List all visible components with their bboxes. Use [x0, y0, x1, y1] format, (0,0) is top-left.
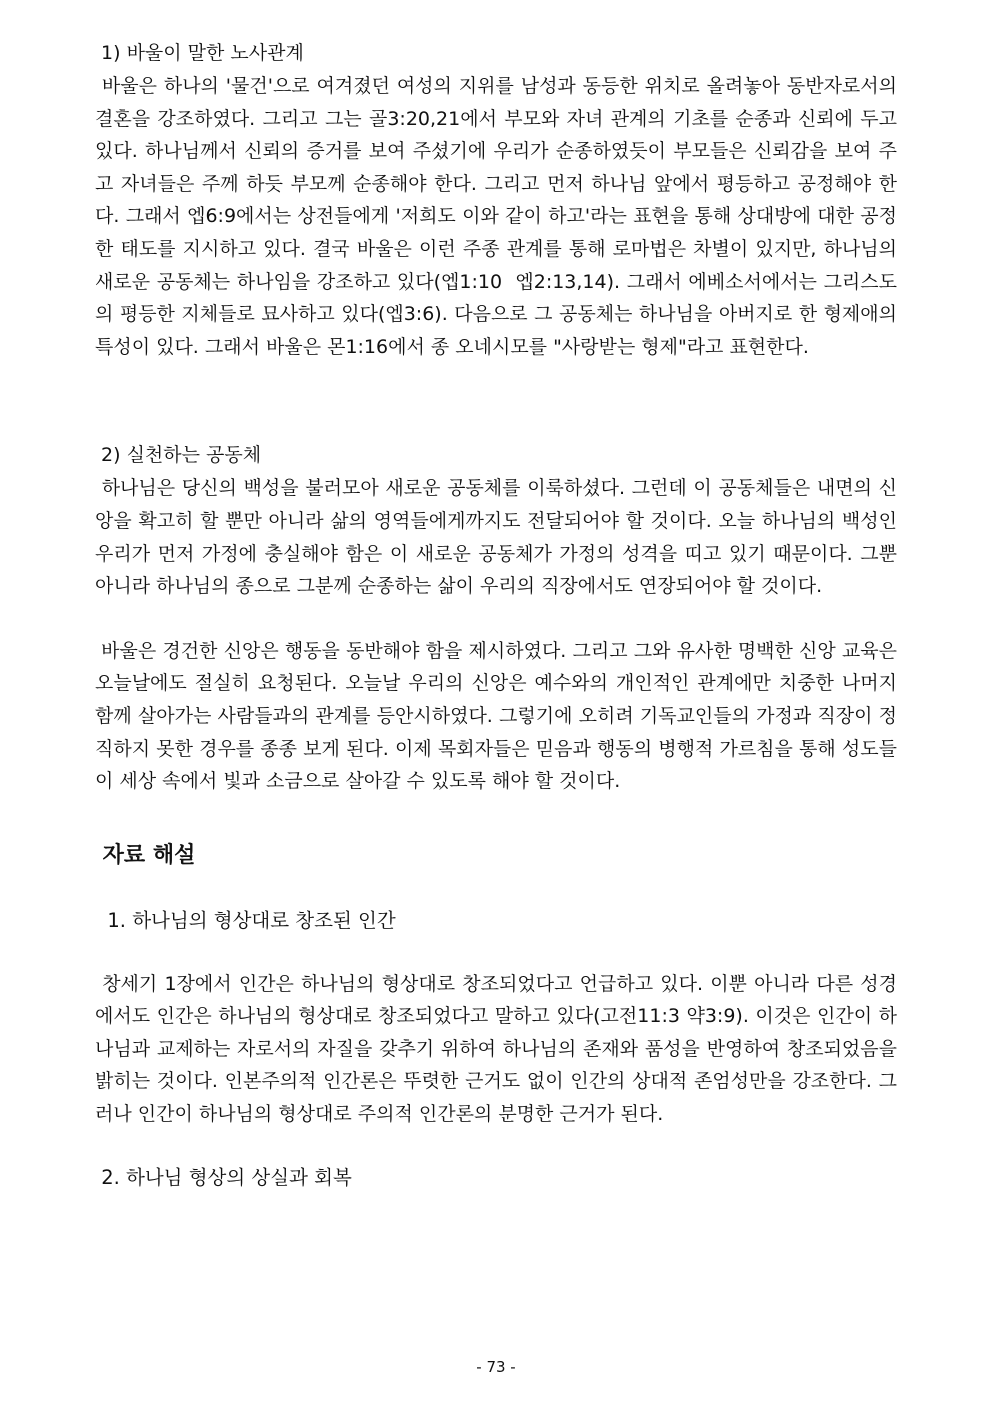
- commentary-paragraph-1: 창세기 1장에서 인간은 하나님의 형상대로 창조되었다고 언급하고 있다. 이뿐 아니라 다른 성경에서도 인간은 하나님의 형상대로 창조되었다고 말하고 있다(고전11:3 약3:9). 이것은 인간이 하나님과 교제하는 자로서의 자질을 갖추기 위하여 하나님의 존재와 품성을 반영하여 창조되었음을 밝히는 것이다. 인본주의적 인간론은 뚜렷한 근거도 없이 인간의 상대적 존엄성만을 강조한다. 그러나 인간이 하나님의 형상대로 주의적 인간론의 분명한 근거가 된다.: [95, 972, 904, 1126]
- paragraph-labor-relations: 바울은 하나의 '물건'으로 여겨졌던 여성의 지위를 남성과 동등한 위치로 올려놓아 동반자로서의 결혼을 강조하였다. 그리고 그는 골3:20,21에서 부모와 자녀 관계의 기초를 순종과 신뢰에 두고 있다. 하나님께서 신뢰의 증거를 보여 주셨기에 우리가 순종하였듯이 부모들은 신뢰감을 보여 주고 자녀들은 주께 하듯 부모께 순종해야 한다. 그리고 먼저 하나님 앞에서 평등하고 공정해야 한다. 그래서 엡6:9에서는 상전들에게 '저희도 이와 같이 하고'라는 표현을 통해 상대방에 대한 공정한 태도를 지시하고 있다. 결국 바울은 이런 주종 관계를 통해 로마법은 차별이 있지만, 하나님의 새로운 공동체는 하나임을 강조하고 있다(엡1:10 엡2:13,14). 그래서 에베소서에서는 그리스도의 평등한 지체들로 묘사하고 있다(엡3:6). 다음으로 그 공동체는 하나님을 아버지로 한 형제애의 특성이 있다. 그래서 바울은 몬1:16에서 종 오네시모를 "사랑받는 형제"라고 표현한다.: [95, 75, 904, 358]
- section-heading-labor-relations: 1) 바울이 말한 노사관계: [95, 42, 304, 64]
- commentary-title: 자료 해설: [95, 842, 196, 868]
- commentary-heading-2: 2. 하나님 형상의 상실과 회복: [95, 1165, 352, 1189]
- page-number: - 73 -: [476, 1358, 516, 1376]
- paragraph-practicing-community-2: 바울은 경건한 신앙은 행동을 동반해야 함을 제시하였다. 그리고 그와 유사한 명백한 신앙 교육은 오늘날에도 절실히 요청된다. 오늘날 우리의 신앙은 예수와의 개인적인 관계에만 치중한 나머지 함께 살아가는 사람들과의 관계를 등안시하였다. 그렇기에 오히려 기독교인들의 가정과 직장이 정직하지 못한 경우를 종종 보게 된다. 이제 목회자들은 믿음과 행동의 병행적 가르침을 통해 성도들이 세상 속에서 빛과 소금으로 살아갈 수 있도록 해야 할 것이다.: [95, 639, 904, 793]
- commentary-heading-1: 1. 하나님의 형상대로 창조된 인간: [95, 908, 396, 932]
- spacer: [95, 603, 897, 635]
- section-heading-practicing-community: 2) 실천하는 공동체: [95, 444, 262, 467]
- document-page: [95, 36, 904, 1195]
- spacer: [95, 1131, 897, 1161]
- spacer: [95, 363, 897, 438]
- spacer: [95, 876, 897, 904]
- spacer: [95, 938, 897, 968]
- paragraph-practicing-community-1: 하나님은 당신의 백성을 불러모아 새로운 공동체를 이룩하셨다. 그런데 이 공동체들은 내면의 신앙을 확고히 할 뿐만 아니라 삶의 영역들에게까지도 전달되어야 할 것이다. 오늘 하나님의 백성인 우리가 먼저 가정에 충실해야 함은 이 새로운 공동체가 가정의 성격을 띠고 있기 때문이다. 그뿐 아니라 하나님의 종으로 그분께 순종하는 삶이 우리의 직장에서도 연장되어야 할 것이다.: [95, 477, 904, 598]
- spacer: [95, 798, 897, 836]
